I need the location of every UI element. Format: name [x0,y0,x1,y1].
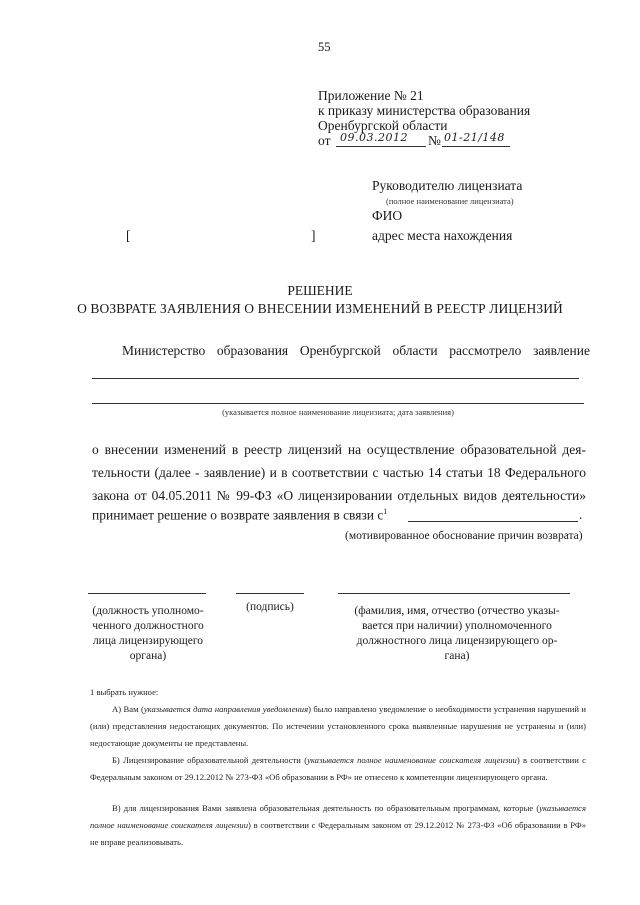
note-c: В) для лицензирования Вами заявлена образовательная деятельность по образовательным программам, которые (указывается полное наименование соискателя лицензии) в соответствии с Федеральным законом от 29.12.2012 № 273-ФЗ «Об образовании в РФ» не вправе реализовывать. [90,803,586,847]
document-title: РЕШЕНИЕ [287,283,353,298]
footnote-mark: 1 [383,507,388,516]
appendix-from-label: от [318,133,331,148]
signature-line-sign [236,593,304,594]
date-line [336,146,426,147]
licensee-line-1 [92,378,579,379]
body-line-2: тельности (далее - заявление) и в соответствии с частью 14 статьи 18 Федерального [92,465,586,480]
handwritten-date: 09.03.2012 [340,131,408,144]
appendix-block [318,88,530,133]
body-intro: Министерство образования Оренбургской области рассмотрело заявление [122,343,590,358]
signature-caption-position: (должность уполномо- ченного должностного лица лицензирующего органа) [92,605,204,662]
appendix-line1: Приложение № 21 [318,88,424,103]
appendix-line2: к приказу министерства образования [318,103,531,118]
licensee-note: (указывается полное наименование лицензиата; дата заявления) [222,407,454,417]
appendix-number-label: № [428,133,441,148]
licensee-line-2 [92,403,584,404]
signature-caption-sign: (подпись) [246,601,294,613]
signature-line-position [88,593,206,594]
number-line [442,146,510,147]
appendix-line3: Оренбургской области [318,118,448,133]
note-b: Б) Лицензирование образовательной деятельности (указывается полное наименование соискателя лицензии) в соответствии с Федеральным законом от 29.12.2012 № 273-ФЗ «Об образовании в РФ» не отнесено к компетенции лицензирующего органа. [90,755,586,782]
reason-end-dot: . [579,507,583,522]
bracket-open: [ [126,228,131,243]
reason-line [408,521,578,522]
body-line-1: о внесении изменений в реестр лицензий на осуществление образовательной дея- [92,442,586,457]
addressee-fio: ФИО [372,208,403,223]
decision-text: принимает решение о возврате заявления в связи с [92,507,384,523]
reason-note: (мотивированное обоснование причин возврата) [345,530,583,542]
note-a: А) Вам (указывается дата направления уведомления) было направлено уведомление о необходимости устранения нарушений и (или) представления недостающих документов. По истечении установленного срока выявленные нарушения не устранены и (или) недостающие документы не представлены. [90,704,586,748]
handwritten-number: 01-21/148 [444,131,505,144]
signature-line-fullname [338,593,570,594]
signature-caption-fullname: (фамилия, имя, отчество (отчество указы- вается при наличии) уполномоченного должностного лица лицензирующего ор- гана) [354,605,560,662]
page-number: 55 [318,40,331,54]
body-line-3: закона от 04.05.2011 № 99-ФЗ «О лицензировании отдельных видов деятельности» [92,488,586,503]
document-subtitle: О ВОЗВРАТЕ ЗАЯВЛЕНИЯ О ВНЕСЕНИИ ИЗМЕНЕНИЙ В РЕЕСТР ЛИЦЕНЗИЙ [77,301,563,316]
body-paragraph [92,438,586,507]
body-line-4 [92,507,387,524]
addressee-address: адрес места нахождения [372,228,513,243]
notes-header: 1 выбрать нужное: [90,687,159,697]
addressee-head: Руководителю лицензиата [372,178,523,193]
bracket-close: ] [311,228,316,243]
addressee-head-note: (полное наименование лицензиата) [386,196,514,206]
